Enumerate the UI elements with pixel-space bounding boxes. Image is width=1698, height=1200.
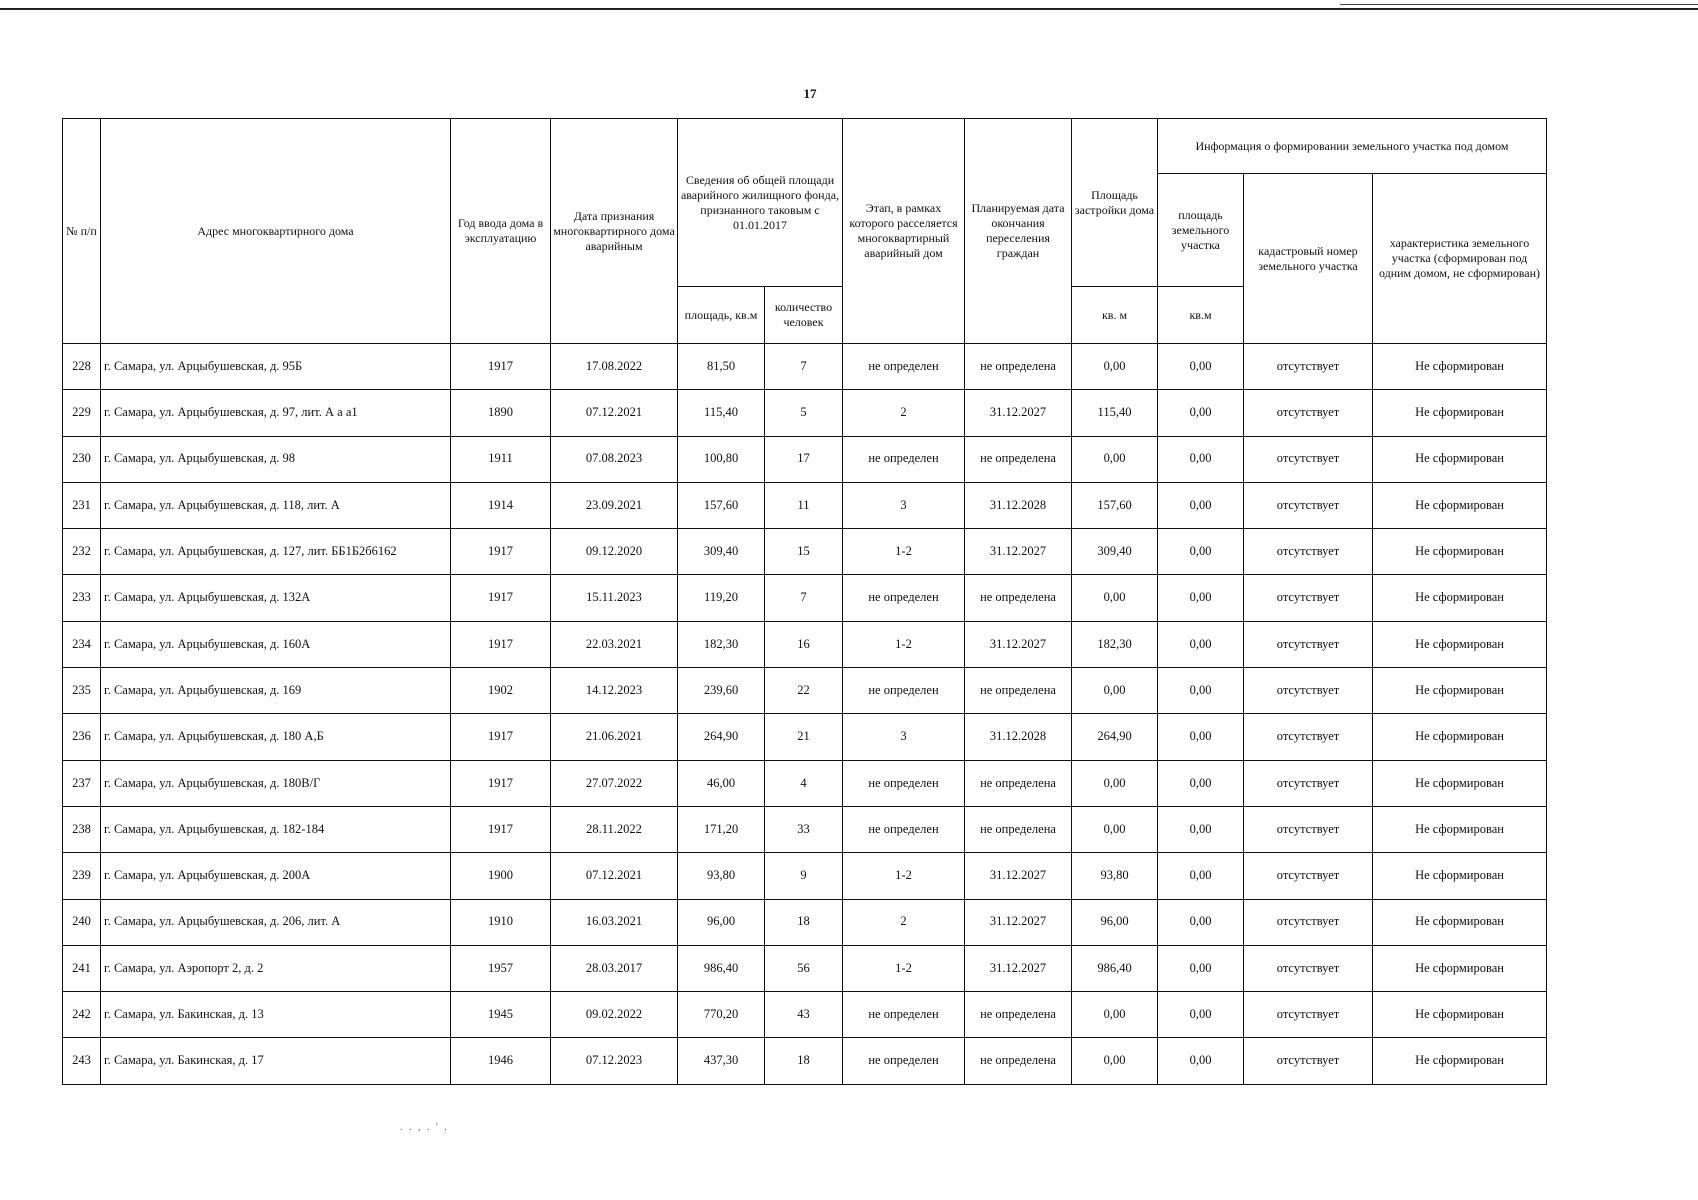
- cell-num: 232: [63, 529, 101, 575]
- cell-built-area: 0,00: [1072, 344, 1158, 390]
- cell-num: 242: [63, 992, 101, 1038]
- cell-date-emergency: 07.12.2021: [551, 390, 678, 436]
- cell-year: 1890: [451, 390, 551, 436]
- header-date-emergency: Дата признания многоквартирного дома аварийным: [551, 119, 678, 344]
- cell-cadastral: отсутствует: [1244, 621, 1373, 667]
- header-area-group: Сведения об общей площади аварийного жилищного фонда, признанного таковым с 01.01.2017: [678, 119, 843, 287]
- cell-cadastral: отсутствует: [1244, 1038, 1373, 1084]
- header-planned-date: Планируемая дата окончания переселения граждан: [965, 119, 1072, 344]
- cell-land-area: 0,00: [1158, 714, 1244, 760]
- cell-stage: 1-2: [843, 529, 965, 575]
- cell-cadastral: отсутствует: [1244, 853, 1373, 899]
- cell-cadastral: отсутствует: [1244, 945, 1373, 991]
- cell-area: 239,60: [678, 668, 765, 714]
- cell-num: 236: [63, 714, 101, 760]
- cell-people: 9: [765, 853, 843, 899]
- cell-planned-date: 31.12.2027: [965, 621, 1072, 667]
- cell-area: 93,80: [678, 853, 765, 899]
- cell-stage: 2: [843, 899, 965, 945]
- table-row: [63, 899, 1547, 945]
- cell-people: 15: [765, 529, 843, 575]
- header-built-area: Площадь застройки дома: [1072, 119, 1158, 287]
- table-row: [63, 344, 1547, 390]
- cell-cadastral: отсутствует: [1244, 390, 1373, 436]
- cell-built-area: 96,00: [1072, 899, 1158, 945]
- cell-people: 33: [765, 806, 843, 852]
- cell-planned-date: 31.12.2027: [965, 529, 1072, 575]
- cell-stage: 3: [843, 482, 965, 528]
- cell-land-area: 0,00: [1158, 853, 1244, 899]
- cell-built-area: 93,80: [1072, 853, 1158, 899]
- cell-people: 18: [765, 1038, 843, 1084]
- cell-built-area: 0,00: [1072, 436, 1158, 482]
- cell-planned-date: не определена: [965, 992, 1072, 1038]
- cell-cadastral: отсутствует: [1244, 899, 1373, 945]
- cell-stage: не определен: [843, 806, 965, 852]
- cell-status: Не сформирован: [1373, 482, 1547, 528]
- cell-built-area: 115,40: [1072, 390, 1158, 436]
- cell-address: г. Самара, ул. Аэропорт 2, д. 2: [101, 945, 451, 991]
- cell-status: Не сформирован: [1373, 529, 1547, 575]
- cell-status: Не сформирован: [1373, 853, 1547, 899]
- cell-status: Не сформирован: [1373, 945, 1547, 991]
- header-year: Год ввода дома в эксплуатацию: [451, 119, 551, 344]
- cell-area: 986,40: [678, 945, 765, 991]
- table-row: [63, 760, 1547, 806]
- cell-built-area: 0,00: [1072, 575, 1158, 621]
- cell-area: 264,90: [678, 714, 765, 760]
- cell-land-area: 0,00: [1158, 668, 1244, 714]
- cell-year: 1917: [451, 529, 551, 575]
- cell-year: 1911: [451, 436, 551, 482]
- header-cadastral: кадастровый номер земельного участка: [1244, 174, 1373, 344]
- cell-year: 1917: [451, 714, 551, 760]
- table-row: [63, 806, 1547, 852]
- cell-planned-date: не определена: [965, 344, 1072, 390]
- header-num: № п/п: [63, 119, 101, 344]
- cell-num: 228: [63, 344, 101, 390]
- cell-cadastral: отсутствует: [1244, 344, 1373, 390]
- cell-date-emergency: 07.08.2023: [551, 436, 678, 482]
- cell-planned-date: не определена: [965, 668, 1072, 714]
- table-row: [63, 529, 1547, 575]
- cell-year: 1910: [451, 899, 551, 945]
- page-number: 17: [803, 86, 817, 101]
- table-row: [63, 945, 1547, 991]
- cell-num: 234: [63, 621, 101, 667]
- cell-built-area: 264,90: [1072, 714, 1158, 760]
- table-row: [63, 668, 1547, 714]
- cell-address: г. Самара, ул. Арцыбушевская, д. 98: [101, 436, 451, 482]
- header-address: Адрес многоквартирного дома: [101, 119, 451, 344]
- cell-date-emergency: 21.06.2021: [551, 714, 678, 760]
- cell-num: 229: [63, 390, 101, 436]
- cell-built-area: 157,60: [1072, 482, 1158, 528]
- cell-date-emergency: 22.03.2021: [551, 621, 678, 667]
- cell-year: 1917: [451, 575, 551, 621]
- cell-status: Не сформирован: [1373, 1038, 1547, 1084]
- cell-address: г. Самара, ул. Арцыбушевская, д. 97, лит. А а а1: [101, 390, 451, 436]
- cell-status: Не сформирован: [1373, 344, 1547, 390]
- table-row: [63, 575, 1547, 621]
- cell-num: 240: [63, 899, 101, 945]
- cell-address: г. Самара, ул. Арцыбушевская, д. 95Б: [101, 344, 451, 390]
- cell-cadastral: отсутствует: [1244, 575, 1373, 621]
- cell-num: 239: [63, 853, 101, 899]
- cell-built-area: 0,00: [1072, 806, 1158, 852]
- cell-people: 22: [765, 668, 843, 714]
- header-land-group: Информация о формировании земельного участка под домом: [1158, 119, 1547, 174]
- cell-built-area: 0,00: [1072, 1038, 1158, 1084]
- cell-cadastral: отсутствует: [1244, 760, 1373, 806]
- cell-num: 230: [63, 436, 101, 482]
- header-built-area-unit: кв. м: [1072, 287, 1158, 344]
- cell-year: 1914: [451, 482, 551, 528]
- cell-num: 243: [63, 1038, 101, 1084]
- cell-people: 56: [765, 945, 843, 991]
- header-land-area: площадь земельного участка: [1158, 174, 1244, 287]
- cell-planned-date: 31.12.2027: [965, 390, 1072, 436]
- cell-status: Не сформирован: [1373, 668, 1547, 714]
- header-area: площадь, кв.м: [678, 287, 765, 344]
- cell-built-area: 182,30: [1072, 621, 1158, 667]
- cell-stage: не определен: [843, 992, 965, 1038]
- cell-date-emergency: 15.11.2023: [551, 575, 678, 621]
- cell-area: 46,00: [678, 760, 765, 806]
- cell-planned-date: 31.12.2028: [965, 482, 1072, 528]
- cell-status: Не сформирован: [1373, 436, 1547, 482]
- cell-planned-date: не определена: [965, 1038, 1072, 1084]
- cell-planned-date: 31.12.2027: [965, 853, 1072, 899]
- scan-artifact-marks: . . , . ' .: [400, 1122, 449, 1133]
- cell-area: 115,40: [678, 390, 765, 436]
- cell-area: 81,50: [678, 344, 765, 390]
- cell-address: г. Самара, ул. Бакинская, д. 17: [101, 1038, 451, 1084]
- cell-num: 238: [63, 806, 101, 852]
- cell-planned-date: 31.12.2028: [965, 714, 1072, 760]
- cell-address: г. Самара, ул. Бакинская, д. 13: [101, 992, 451, 1038]
- cell-land-area: 0,00: [1158, 529, 1244, 575]
- cell-stage: не определен: [843, 344, 965, 390]
- cell-year: 1917: [451, 760, 551, 806]
- cell-people: 7: [765, 344, 843, 390]
- cell-planned-date: не определена: [965, 760, 1072, 806]
- cell-built-area: 986,40: [1072, 945, 1158, 991]
- cell-year: 1957: [451, 945, 551, 991]
- cell-stage: не определен: [843, 575, 965, 621]
- cell-status: Не сформирован: [1373, 575, 1547, 621]
- cell-stage: не определен: [843, 436, 965, 482]
- cell-people: 16: [765, 621, 843, 667]
- cell-date-emergency: 07.12.2021: [551, 853, 678, 899]
- cell-people: 11: [765, 482, 843, 528]
- table-row: [63, 436, 1547, 482]
- cell-status: Не сформирован: [1373, 621, 1547, 667]
- cell-num: 231: [63, 482, 101, 528]
- cell-area: 119,20: [678, 575, 765, 621]
- cell-year: 1917: [451, 806, 551, 852]
- cell-people: 4: [765, 760, 843, 806]
- cell-built-area: 0,00: [1072, 760, 1158, 806]
- cell-date-emergency: 14.12.2023: [551, 668, 678, 714]
- cell-stage: 2: [843, 390, 965, 436]
- cell-built-area: 0,00: [1072, 668, 1158, 714]
- header-characteristic: характеристика земельного участка (сформирован под одним домом, не сформирован): [1373, 174, 1547, 344]
- cell-cadastral: отсутствует: [1244, 806, 1373, 852]
- cell-stage: 1-2: [843, 853, 965, 899]
- cell-area: 182,30: [678, 621, 765, 667]
- cell-status: Не сформирован: [1373, 714, 1547, 760]
- cell-built-area: 309,40: [1072, 529, 1158, 575]
- cell-area: 171,20: [678, 806, 765, 852]
- cell-date-emergency: 09.02.2022: [551, 992, 678, 1038]
- cell-year: 1946: [451, 1038, 551, 1084]
- table-row: [63, 992, 1547, 1038]
- cell-date-emergency: 09.12.2020: [551, 529, 678, 575]
- cell-planned-date: не определена: [965, 436, 1072, 482]
- top-border-line: [0, 8, 1698, 10]
- cell-address: г. Самара, ул. Арцыбушевская, д. 169: [101, 668, 451, 714]
- cell-status: Не сформирован: [1373, 390, 1547, 436]
- cell-land-area: 0,00: [1158, 945, 1244, 991]
- cell-year: 1917: [451, 344, 551, 390]
- cell-land-area: 0,00: [1158, 992, 1244, 1038]
- cell-address: г. Самара, ул. Арцыбушевская, д. 127, лит. ББ1Б2б6162: [101, 529, 451, 575]
- table-row: [63, 714, 1547, 760]
- cell-year: 1945: [451, 992, 551, 1038]
- cell-status: Не сформирован: [1373, 806, 1547, 852]
- cell-address: г. Самара, ул. Арцыбушевская, д. 182-184: [101, 806, 451, 852]
- cell-cadastral: отсутствует: [1244, 436, 1373, 482]
- cell-date-emergency: 28.03.2017: [551, 945, 678, 991]
- cell-cadastral: отсутствует: [1244, 992, 1373, 1038]
- cell-area: 157,60: [678, 482, 765, 528]
- header-land-area-unit: кв.м: [1158, 287, 1244, 344]
- cell-address: г. Самара, ул. Арцыбушевская, д. 132А: [101, 575, 451, 621]
- cell-status: Не сформирован: [1373, 992, 1547, 1038]
- cell-address: г. Самара, ул. Арцыбушевская, д. 206, лит. А: [101, 899, 451, 945]
- cell-area: 96,00: [678, 899, 765, 945]
- cell-people: 21: [765, 714, 843, 760]
- cell-stage: не определен: [843, 668, 965, 714]
- cell-address: г. Самара, ул. Арцыбушевская, д. 180 А,Б: [101, 714, 451, 760]
- table-row: [63, 853, 1547, 899]
- cell-built-area: 0,00: [1072, 992, 1158, 1038]
- cell-address: г. Самара, ул. Арцыбушевская, д. 180В/Г: [101, 760, 451, 806]
- cell-year: 1917: [451, 621, 551, 667]
- cell-land-area: 0,00: [1158, 760, 1244, 806]
- cell-address: г. Самара, ул. Арцыбушевская, д. 200А: [101, 853, 451, 899]
- emergency-housing-table: [62, 118, 1547, 1085]
- cell-area: 770,20: [678, 992, 765, 1038]
- cell-year: 1900: [451, 853, 551, 899]
- cell-num: 235: [63, 668, 101, 714]
- cell-stage: не определен: [843, 1038, 965, 1084]
- cell-land-area: 0,00: [1158, 1038, 1244, 1084]
- cell-cadastral: отсутствует: [1244, 668, 1373, 714]
- cell-planned-date: 31.12.2027: [965, 945, 1072, 991]
- cell-stage: 1-2: [843, 945, 965, 991]
- cell-cadastral: отсутствует: [1244, 529, 1373, 575]
- cell-stage: 1-2: [843, 621, 965, 667]
- header-people: количество человек: [765, 287, 843, 344]
- cell-land-area: 0,00: [1158, 482, 1244, 528]
- cell-status: Не сформирован: [1373, 899, 1547, 945]
- header-stage: Этап, в рамках которого расселяется многоквартирный аварийный дом: [843, 119, 965, 344]
- table-row: [63, 390, 1547, 436]
- cell-people: 18: [765, 899, 843, 945]
- cell-date-emergency: 27.07.2022: [551, 760, 678, 806]
- cell-cadastral: отсутствует: [1244, 482, 1373, 528]
- cell-area: 309,40: [678, 529, 765, 575]
- cell-date-emergency: 17.08.2022: [551, 344, 678, 390]
- cell-land-area: 0,00: [1158, 390, 1244, 436]
- cell-people: 5: [765, 390, 843, 436]
- cell-stage: 3: [843, 714, 965, 760]
- cell-area: 100,80: [678, 436, 765, 482]
- cell-land-area: 0,00: [1158, 621, 1244, 667]
- cell-date-emergency: 16.03.2021: [551, 899, 678, 945]
- cell-land-area: 0,00: [1158, 806, 1244, 852]
- cell-num: 241: [63, 945, 101, 991]
- table-row: [63, 482, 1547, 528]
- cell-date-emergency: 07.12.2023: [551, 1038, 678, 1084]
- cell-land-area: 0,00: [1158, 575, 1244, 621]
- cell-planned-date: не определена: [965, 806, 1072, 852]
- cell-people: 7: [765, 575, 843, 621]
- cell-date-emergency: 23.09.2021: [551, 482, 678, 528]
- table-body: [63, 344, 1547, 1085]
- header-row-1: [63, 119, 1547, 174]
- cell-status: Не сформирован: [1373, 760, 1547, 806]
- cell-planned-date: 31.12.2027: [965, 899, 1072, 945]
- cell-date-emergency: 28.11.2022: [551, 806, 678, 852]
- cell-stage: не определен: [843, 760, 965, 806]
- cell-land-area: 0,00: [1158, 344, 1244, 390]
- cell-cadastral: отсутствует: [1244, 714, 1373, 760]
- cell-num: 237: [63, 760, 101, 806]
- cell-land-area: 0,00: [1158, 899, 1244, 945]
- cell-address: г. Самара, ул. Арцыбушевская, д. 160А: [101, 621, 451, 667]
- table-row: [63, 621, 1547, 667]
- cell-num: 233: [63, 575, 101, 621]
- cell-land-area: 0,00: [1158, 436, 1244, 482]
- cell-people: 17: [765, 436, 843, 482]
- cell-planned-date: не определена: [965, 575, 1072, 621]
- cell-people: 43: [765, 992, 843, 1038]
- top-border-line-secondary: [1340, 4, 1698, 5]
- cell-address: г. Самара, ул. Арцыбушевская, д. 118, лит. А: [101, 482, 451, 528]
- cell-year: 1902: [451, 668, 551, 714]
- cell-area: 437,30: [678, 1038, 765, 1084]
- table-row: [63, 1038, 1547, 1084]
